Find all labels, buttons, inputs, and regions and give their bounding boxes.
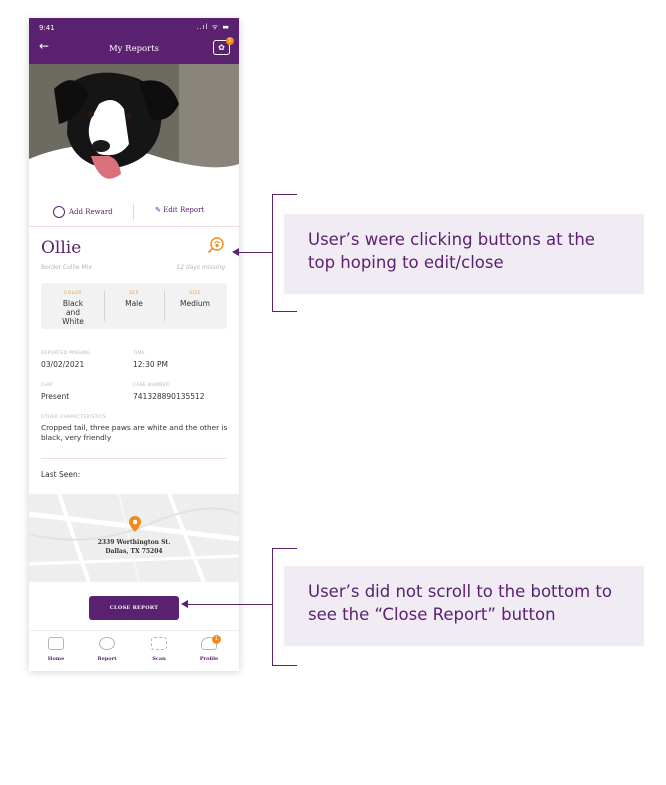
pet-name: Ollie	[41, 238, 82, 258]
attr-sex	[104, 291, 164, 308]
status-time: 9:41	[39, 24, 55, 32]
add-reward-label: Add Reward	[69, 208, 113, 216]
report-icon	[99, 637, 115, 650]
time-value: 12:30 PM	[133, 360, 168, 369]
annotation-bottom-note: User’s did not scroll to the bottom to see the “Close Report” button	[284, 566, 644, 646]
tab-profile-label: Profile	[199, 656, 219, 662]
annotation-top-note: User’s were clicking buttons at the top hoping to edit/close	[284, 214, 644, 294]
edit-report-label: Edit Report	[163, 206, 205, 214]
phone-screen	[29, 18, 239, 670]
attr-sex-label: SEX	[129, 291, 139, 296]
paw-search-icon[interactable]	[207, 236, 225, 254]
pet-breed: Border Collie Mix	[41, 264, 92, 271]
address-line-2: Dallas, TX 75204	[105, 548, 163, 555]
attr-color	[43, 291, 103, 326]
add-reward-button[interactable]	[53, 206, 113, 218]
top-bar	[29, 18, 239, 64]
reward-icon	[53, 206, 65, 218]
annotation-arrow-bottom	[188, 604, 272, 605]
notification-badge: 1	[226, 37, 234, 45]
attr-size	[165, 291, 225, 308]
paw-notification-icon[interactable]: ✿	[213, 40, 230, 55]
tab-profile[interactable]	[189, 637, 229, 662]
edit-report-button[interactable]	[155, 206, 204, 214]
other-characteristics-label: OTHER CHARACTERISTICS	[41, 415, 107, 420]
action-separator	[133, 204, 134, 220]
carousel-dots[interactable]: ●○○	[125, 222, 144, 229]
time-label: TIME	[133, 351, 146, 356]
annotation-arrow-top	[239, 252, 272, 253]
tab-scan-label: Scan	[152, 656, 166, 662]
tab-home-label: Home	[47, 656, 65, 662]
tab-scan[interactable]	[139, 637, 179, 662]
status-icons: ..ıl ᯤ ▬	[196, 23, 230, 31]
last-seen-address	[29, 538, 239, 556]
attributes-panel	[41, 283, 227, 329]
tab-home[interactable]	[36, 637, 76, 662]
page-title: My Reports	[108, 44, 160, 54]
dog-photo-image	[29, 64, 239, 189]
profile-badge: 1	[212, 635, 221, 644]
last-seen-label: Last Seen:	[41, 470, 81, 479]
attr-size-value: Medium	[180, 299, 210, 308]
close-report-button[interactable]: CLOSE REPORT	[89, 596, 179, 620]
attr-size-label: SIZE	[189, 291, 201, 296]
action-row	[29, 196, 239, 227]
reported-missing-label: REPORTED MISSING	[41, 351, 91, 356]
attr-color-label: COLOR	[64, 291, 82, 296]
tab-report-label: Report	[97, 656, 117, 662]
chip-label: CHIP	[41, 383, 53, 388]
scan-icon	[151, 637, 167, 650]
annotation-arrowhead-top	[232, 248, 239, 256]
reported-missing-value: 03/02/2021	[41, 360, 85, 369]
address-line-1: 2339 Worthington St.	[97, 539, 171, 546]
other-characteristics-value: Cropped tail, three paws are white and the other is black, very friendly	[41, 423, 228, 442]
attr-color-value: Black and White	[62, 299, 84, 326]
case-number-value: 741328890135512	[133, 392, 205, 401]
tab-report[interactable]	[87, 637, 127, 662]
case-number-label: CASE NUMBER	[133, 383, 170, 388]
map-pin-icon	[129, 516, 141, 532]
attr-sex-value: Male	[125, 299, 143, 308]
tab-bar	[29, 630, 239, 671]
section-divider	[41, 458, 227, 459]
home-icon	[48, 637, 64, 650]
annotation-arrowhead-bottom	[181, 600, 188, 608]
pencil-icon: ✎	[155, 206, 164, 214]
chip-value: Present	[41, 392, 70, 401]
missing-duration: 12 days missing	[176, 264, 225, 271]
back-arrow-icon[interactable]: ←	[39, 39, 50, 53]
